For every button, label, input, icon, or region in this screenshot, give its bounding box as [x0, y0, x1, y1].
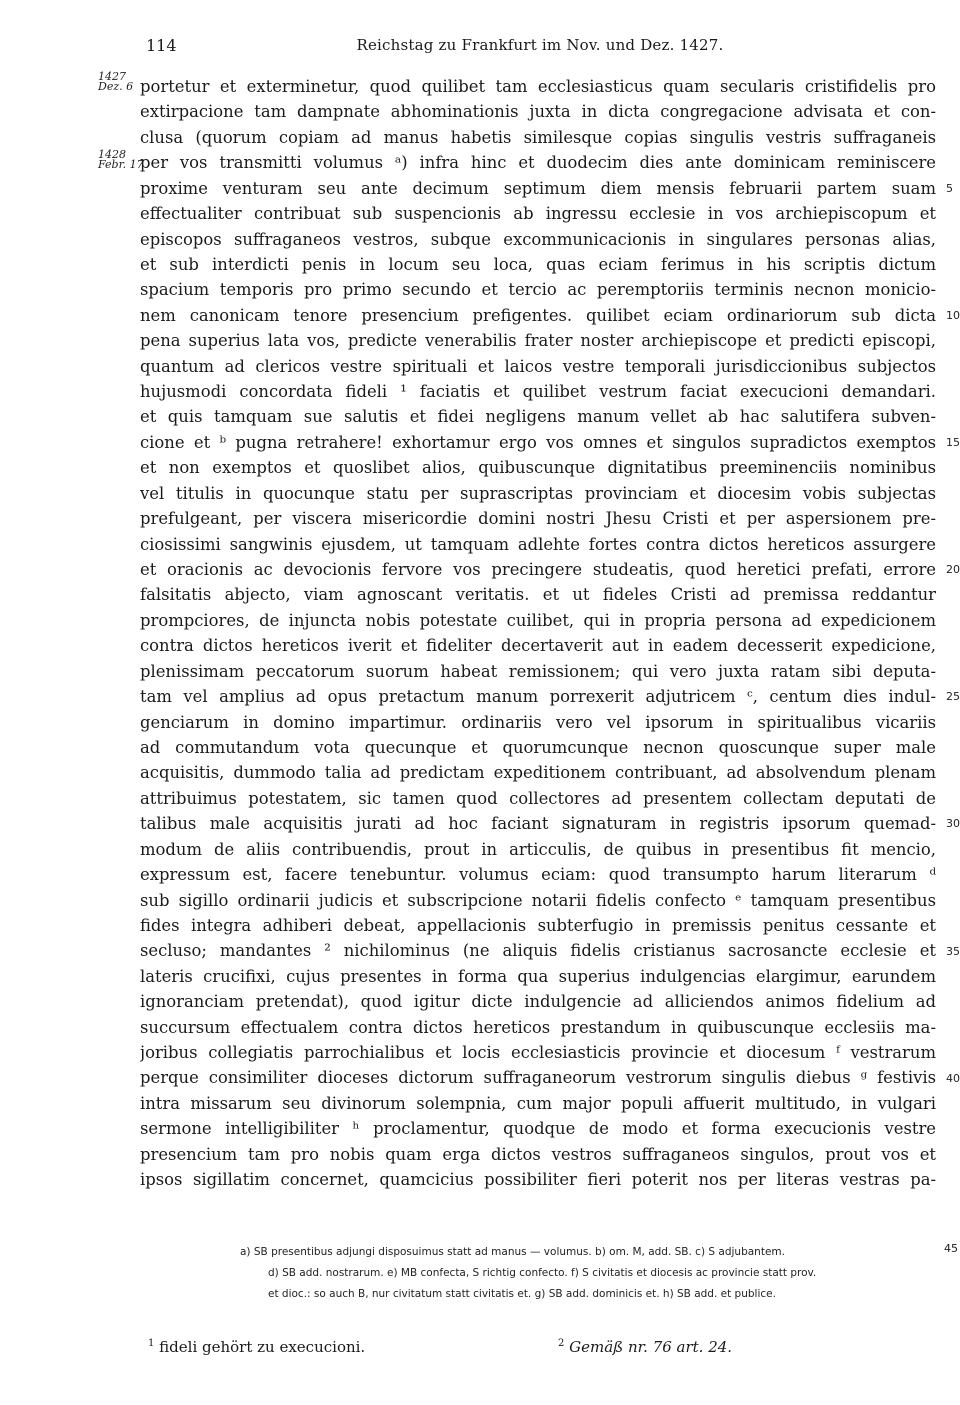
text-line: ad commutandum vota quecunque et quorumcunque necnon quoscunque super male [140, 737, 936, 757]
text-line: intra missarum seu divinorum solempnia, cum major populi affuerit multitudo, in vulgari [140, 1093, 936, 1113]
line-number: 5 [946, 181, 953, 195]
text-line: sermone intelligibiliter ʰ proclamentur, quodque de modo et forma execucionis vestre [140, 1119, 936, 1139]
text-line: episcopos suffraganeos vestros, subque excommunicacionis in singulares personas alias, [140, 229, 936, 249]
margin-year: 1428 [98, 148, 126, 161]
text-line: sub sigillo ordinarii judicis et subscripcione notarii fidelis confecto ᵉ tamquam presentibus [140, 890, 936, 910]
line-number: 40 [946, 1071, 960, 1085]
margin-date-1428 [98, 150, 144, 170]
text-line: falsitatis abjecto, viam agnoscant veritatis. et ut fideles Cristi ad premissa reddantur [140, 585, 936, 605]
text-line: et sub interdicti penis in locum seu loca, quas eciam ferimus in his scriptis dictum [140, 254, 936, 274]
page-number: 114 [146, 36, 177, 55]
text-line: modum de aliis contribuendis, prout in articculis, de quibus in presentibus fit mencio, [140, 839, 936, 859]
line-number: 25 [946, 690, 960, 704]
text-line: secluso; mandantes ² nichilominus (ne aliquis fidelis cristianus sacrosancte ecclesie et [140, 941, 936, 961]
text-line: et oracionis ac devocionis fervore vos precingere studeatis, quod heretici prefati, errore [140, 560, 936, 580]
text-line: per vos transmitti volumus ᵃ) infra hinc et duodecim dies ante dominicam reminiscere [140, 153, 936, 173]
text-line: vel titulis in quocunque statu per suprascriptas provinciam et diocesim vobis subjectas [140, 483, 936, 503]
text-line: clusa (quorum copiam ad manus habetis similesque copias singulis vestris suffraganeis [140, 127, 936, 147]
running-title: Reichstag zu Frankfurt im Nov. und Dez. 1427. [356, 36, 724, 54]
text-line: joribus collegiatis parrochialibus et locis ecclesiasticis provincie et diocesum ᶠ vestrarum [140, 1043, 936, 1063]
text-line: et quis tamquam sue salutis et fidei negligens manum vellet ab hac salutifera subven- [140, 407, 936, 427]
text-line: et non exemptos et quoslibet alios, quibuscunque dignitatibus preeminenciis nominibus [140, 458, 936, 478]
critical-apparatus [240, 1242, 940, 1305]
text-line: prompciores, de injuncta nobis potestate cuilibet, qui in propria persona ad expedicionem [140, 610, 936, 630]
apparatus-line: a) SB presentibus adjungi disposuimus statt ad manus — volumus. b) om. M, add. SB. c) S adjubantem. [240, 1246, 785, 1258]
apparatus-line-number: 45 [944, 1242, 958, 1255]
footnote-text: fideli gehört zu execucioni. [159, 1338, 366, 1356]
apparatus-line: et dioc.: so auch B, nur civitatum statt civitatis et. g) SB add. dominicis et. h) SB add. et publice. [268, 1288, 776, 1300]
text-line: perque consimiliter dioceses dictorum suffraganeorum vestrorum singulis diebus ᵍ festivis [140, 1068, 936, 1088]
text-line: contra dictos hereticos iverit et fideliter decertaverit aut in eadem decesserit expedicione, [140, 636, 936, 656]
line-number: 20 [946, 563, 960, 577]
line-number: 15 [946, 436, 960, 450]
text-line: pena superius lata vos, predicte venerabilis frater noster archiepiscope et predicti episcopi, [140, 331, 936, 351]
line-number: 10 [946, 308, 960, 322]
text-line: attribuimus potestatem, sic tamen quod collectores ad presentem collectam deputati de [140, 788, 936, 808]
text-line: plenissimam peccatorum suorum habeat remissionem; qui vero juxta ratam sibi deputa- [140, 661, 936, 681]
text-line: ignoranciam pretendat), quod igitur dicte indulgencie ad alliciendos animos fidelium ad [140, 992, 936, 1012]
text-line: extirpacione tam dampnate abhominationis juxta in dicta congregacione advisata et con- [140, 102, 936, 122]
text-line: acquisitis, dummodo talia ad predictam expeditionem contribuant, ad absolvendum plenam [140, 763, 936, 783]
text-line: ipsos sigillatim concernet, quamcicius possibiliter fieri poterit nos per literas vestras pa- [140, 1170, 936, 1190]
text-line: spacium temporis pro primo secundo et tercio ac peremptoriis terminis necnon monicio- [140, 280, 936, 300]
footnote-1 [148, 1338, 365, 1356]
main-text [140, 74, 936, 1193]
text-line: prefulgeant, per viscera misericordie domini nostri Jhesu Cristi et per aspersionem pre- [140, 509, 936, 529]
text-line: genciarum in domino impartimur. ordinariis vero vel ipsorum in spiritualibus vicariis [140, 712, 936, 732]
text-line: presencium tam pro nobis quam erga dictos vestros suffraganeos singulos, prout vos et [140, 1144, 936, 1164]
footnote-2 [558, 1338, 732, 1356]
footnote-mark: 2 [558, 1338, 565, 1349]
running-head [140, 36, 940, 58]
text-line: proxime venturam seu ante decimum septimum diem mensis februarii partem suam [140, 178, 936, 198]
text-line: succursum effectualem contra dictos hereticos prestandum in quibuscunque ecclesiis ma- [140, 1017, 936, 1037]
text-line: lateris crucifixi, cujus presentes in forma qua superius indulgencias elargimur, earundem [140, 966, 936, 986]
text-line: quantum ad clericos vestre spirituali et laicos vestre temporali jurisdiccionibus subjectos [140, 356, 936, 376]
text-line: hujusmodi concordata fideli ¹ faciatis et quilibet vestrum faciat execucioni demandari. [140, 382, 936, 402]
line-number: 30 [946, 817, 960, 831]
text-line: tam vel amplius ad opus pretactum manum porrexerit adjutricem ᶜ, centum dies indul- [140, 687, 936, 707]
margin-date-1427 [98, 72, 133, 92]
margin-day: Dez. 6 [98, 80, 134, 93]
apparatus-line: d) SB add. nostrarum. e) MB confecta, S richtig confecto. f) S civitatis et diocesis ac provincie statt prov. [268, 1267, 817, 1279]
text-line: cione et ᵇ pugna retrahere! exhortamur ergo vos omnes et singulos supradictos exemptos [140, 432, 936, 452]
footnote-mark: 1 [148, 1338, 155, 1349]
text-line: talibus male acquisitis jurati ad hoc faciant signaturam in registris ipsorum quemad- [140, 814, 936, 834]
text-line: fides integra adhiberi debeat, appellacionis subterfugio in premissis penitus cessante et [140, 915, 936, 935]
text-line: nem canonicam tenore presencium prefigentes. quilibet eciam ordinariorum sub dicta [140, 305, 936, 325]
footnote-text: Gemäß nr. 76 art. 24. [569, 1338, 733, 1356]
margin-year: 1427 [98, 70, 126, 83]
line-number: 35 [946, 944, 960, 958]
text-line: effectualiter contribuat sub suspencionis ab ingressu ecclesie in vos archiepiscopum et [140, 204, 936, 224]
margin-day: Febr. 17 [98, 158, 144, 171]
text-line: expressum est, facere tenebuntur. volumus eciam: quod transumpto harum literarum ᵈ [140, 865, 936, 885]
text-line: portetur et exterminetur, quod quilibet tam ecclesiasticus quam secularis cristifidelis pro [140, 77, 936, 96]
text-line: ciosissimi sangwinis ejusdem, ut tamquam adlehte fortes contra dictos hereticos assurgere [140, 534, 936, 554]
